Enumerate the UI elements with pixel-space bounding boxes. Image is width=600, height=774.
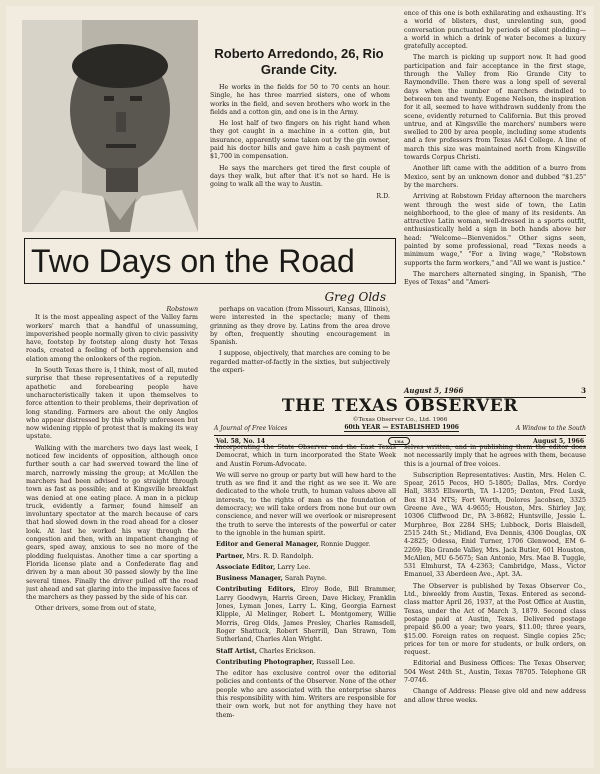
article-author: Greg Olds [324,290,386,304]
masthead-right-motto: A Window to the South [515,424,586,432]
staff-column-1 [216,444,396,766]
feature-paragraph: He lost half of two fingers on his right hand when they got caught in a machine in a cotton gin, but insurance, apparently some taken out by the gin owner, paid his doctor bills and gave him a cash payment of $1,700 in compensation. [210,120,390,161]
union-seal-icon: USA [388,437,410,445]
feature-paragraph: He says the marchers get tired the first couple of days they walk, but after that it's not so hard. He is going to walk all the way to Austin. [210,164,390,189]
masthead-date: August 5, 1966 [533,437,584,445]
masthead-established: 60th YEAR — ESTABLISHED 1906 [344,424,459,431]
portrait-illustration [22,20,198,232]
article-paragraph: Another lift came with the addition of a burro from Mexico, sent by an unknown donor and dubbed "$1.25" by the marchers. [404,165,586,189]
staff-paragraph: Editorial and Business Offices: The Texas Observer, 504 West 24th St., Austin, Texas 78705. Telephone GR 7-0746. [404,660,586,685]
masthead-left-motto: A Journal of Free Voices [214,424,288,432]
staff-paragraph: Incorporating the State Observer and the East Texas Democrat, which in turn incorporated the State Week and Austin Forum-Advocate. [216,444,396,468]
staff-paragraph: Subscription Representatives: Austin, Mrs. Helen C. Spear, 2615 Pecos, HO 5-1805; Dallas, Mrs. Cordye Hall, 3835 Ellsworth, TA 1-1205; Denton, Fred Lusk, Box 8134 NTS; Fort Worth, Dolores Jacobsen, 3325 Greene Ave., WA 4-9655; Houston, Mrs. Shirley Jay, 10306 Cliffwood Dr., PA 3-8682; Huntsville, Jessie L. Murphree, Box 2284 SHS; Lubbock, Doris Blaisdell, 2515 24th St.; Midland, Eva Dennis, 4306 Douglas, OX 4-2825; Odessa, Enid Turner, 1706 Glenwood, EM 6-2269; Rio Grande Valley, Mrs. Jack Butler, 601 Houston, McAllen, MU 6-5675; San Antonio, Mrs. Mae B. Tuggle, 531 Elmhurst, TA 4-2363; Cambridge, Mass., Victor Emanuel, 33 Aberdeen Ave., Apt. 3A. [404,471,586,579]
feature-column [210,84,390,234]
feature-title: Roberto Arredondo, 26, Rio Grande City. [214,46,384,77]
article-column-3 [404,10,586,384]
feature-initials: R.D. [376,192,390,200]
portrait-photo [22,20,198,232]
article-dateline: Robstown [166,306,198,313]
staff-column-2 [404,444,586,766]
footer-date: August 5, 1966 [404,386,464,395]
article-paragraph: ence of this one is both exhilarating and exhausting. It's a world of blisters, dust, unrelenting sun, good conversation punctuated by periods of silent plodding—a world in which a drink of water becomes a luxury gratefully accepted. [404,10,586,51]
staff-paragraph: Change of Address: Please give old and new address and allow three weeks. [404,688,586,704]
article-paragraph: Arriving at Robstown Friday afternoon the marchers went through the west side of town, the Latin neighborhood, to the glee of many of its residents. An attractive Latin woman, well-dressed in a sports outfit, enthusiastically held a sign in both hands above her head: "Welcome—Bienvenidos." Other signs seen, painted by some professional, read "Texas needs a minimum wage," "For a living wage," "Robstown supports the farm workers," and "All we want is justice." [404,193,586,267]
staff-role-line: Editor and General Manager, Ronnie Dugger. [216,541,371,549]
staff-paragraph: We will serve no group or party but will hew hard to the truth as we find it and the right as we see it. We are dedicated to the whole truth, to human values above all interests, to the rights of man as the foundation of democracy; we will take orders from none but our own conscience, and never will we overlook or misrepresent the truth to serve the interests of the powerful or cater to the ignoble in the human spirit. [216,471,396,537]
staff-paragraph: The Observer is published by Texas Observer Co., Ltd., biweekly from Austin, Texas. Entered as second-class matter April 26, 1937, at the Post Office at Austin, Texas, under the Act of March 3, 1879. Second class postage paid at Austin, Texas. Delivered postage prepaid $6.00 a year; two years, $11.00; three years, $15.00. Foreign rates on request. Single copies 25c; prices for ten or more for students, or bulk orders, on request. [404,582,586,657]
article-paragraph: perhaps on vacation (from Missouri, Kansas, Illinois), were interested in the spectacle; many of them grinning as they drove by. Latins from the area drove by often, frequently shouting encouragement in Spanish. [210,306,390,347]
staff-role-line: Contributing Editors, Elroy Bode, Bill Brammer, Larry Goodwyn, Harris Green, Dave Hickey, Franklin Jones, Lyman Jones, Larry L. King, Georgia Earnest Klipple, Al Melinger, Robert L. Montgomery, Willie Morris, Greg Olds, James Presley, Charles Ramsdell, Roger Shattuck, Robert Sherrill, Dan Strawn, Tom Sutherland, Charles Alan Wright. [216,586,396,644]
staff-paragraph: The editor has exclusive control over the editorial policies and contents of the Observer. None of the other people who are associated with the enterprise shares this responsibility with him. Writers are responsible for their own work, but not for anything they have not them- [216,670,396,719]
article-headline: Two Days on the Road [31,243,355,279]
article-paragraph: It is the most appealing aspect of the Valley farm workers' march that a handful of unassuming, impoverished people normally given to civic passivity have, footstep by footstep along dusty hot Texas roads, created a feeling of both apprehension and elation among the onlookers of the region. [26,314,198,363]
article-column-2 [210,306,390,390]
article-paragraph: Other drivers, some from out of state, [35,605,157,613]
staff-role-line: Contributing Photographer, Russell Lee. [216,658,355,666]
staff-role-line: Staff Artist, Charles Erickson. [216,647,316,655]
staff-role-line: Partner, Mrs. R. D. Randolph. [216,552,314,560]
article-paragraph: The marchers alternated singing, in Spanish, "The Eyes of Texas" and "Ameri- [404,270,586,287]
page-number: 3 [581,386,586,395]
article-column-1 [26,306,198,766]
masthead-motto-row [214,424,586,432]
staff-role-line: Associate Editor, Larry Lee. [216,563,311,571]
article-paragraph: In South Texas there is, I think, most of all, muted surprise that these representatives of a reputedly apathetic and forebearing people have uncharacteristically taken it upon themselves to force attention to their problems, their deprivation of long standing. Farmers are about the only Anglos who appear distressed by this wholly unforeseen but now widening ripple of protest that is making its way upstate. [26,367,198,441]
feature-paragraph: He works in the fields for 50 to 70 cents an hour. Single, he has three married sisters, one of whom works in the field, and seven brothers who work in the fields and a cotton gin, and one is in the Army. [210,84,390,116]
article-paragraph: I suppose, objectively, that marches are coming to be regarded matter-of-factly in the sixties, but subjectively the experi- [210,350,390,375]
staff-paragraph: selves written, and in publishing them the editor does not necessarily imply that he agrees with them, because this is a journal of free voices. [404,444,586,468]
masthead-title: THE TEXAS OBSERVER [281,396,519,416]
masthead-volume: Vol. 58, No. 14 [216,437,265,445]
article-paragraph: Walking with the marchers two days last week, I noticed few incidents of opposition, although once further south a car had swerved toward the line of march, narrowly missing the group; at McAllen the marchers had been advised to go straight through town as fast as possible; and at Kingsville breakfast was denied at one eating place. A man in a pickup truck, evidently a farmer, found himself an involuntary spectator at the march because of cars that had slowed down in the road ahead for a closer look. At last he worked his way through the congestion and then, with an impatient changing of gears, sped away, anxious to see no more of the plodding fuelquistas. Another time a car sporting a Florida license plate and a Confederate flag and driven by a man about 30 passed slowly by the line several times. Finally the driver pulled off the road just ahead and sat glaring into the impassive faces of the marchers as they passed by the side of his car. [26,444,198,602]
masthead-copyright: ©Texas Observer Co., Ltd. 1966 [352,417,448,423]
headline-box [24,238,396,284]
staff-role-line: Business Manager, Sarah Payne. [216,575,327,583]
article-paragraph: The march is picking up support now. It had good participation and fair acceptance in the first stage, through the Valley from Rio Grande City to Raymondville. Then there was a long spell of several days when the number of marchers dwindled to between ten and twenty. Eugene Nelson, the inspiration for it all, seemed to have withdrawn suddenly from the scene, evidently returned to California. But this proved untrue, and at Kingsville the marchers' numbers were swelled to 200 by area people, including some students and a few professors from Texas A&I College. A line of march this size was maintained north from Kingsville towards Corpus Christi. [404,54,586,162]
newspaper-page [6,6,594,768]
masthead [214,396,586,447]
